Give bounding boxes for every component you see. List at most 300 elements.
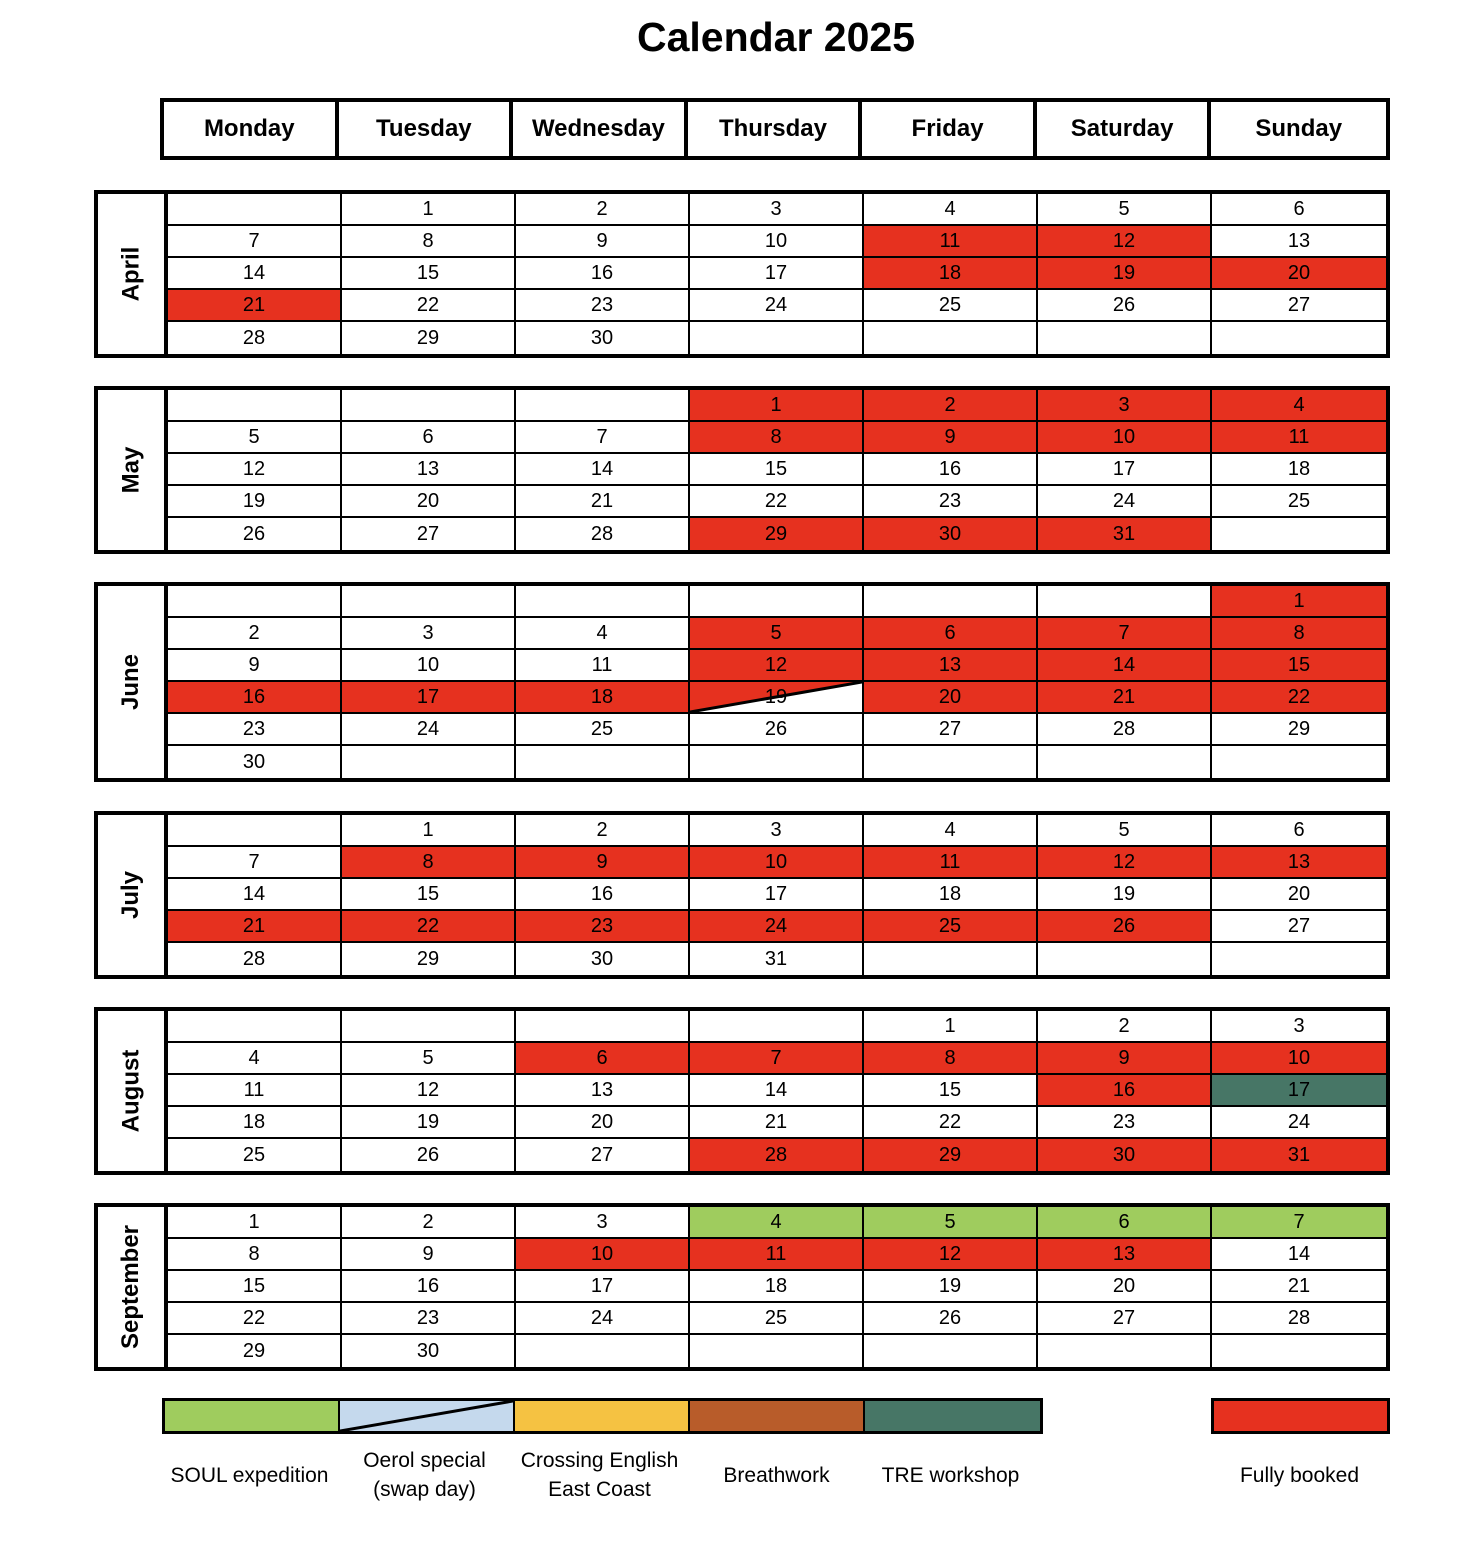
day-cell — [516, 1271, 690, 1303]
day-cell — [690, 1271, 864, 1303]
day-cell — [690, 194, 864, 226]
day-number: 14 — [242, 882, 266, 905]
day-cell — [1212, 847, 1386, 879]
day-cell — [342, 879, 516, 911]
day-number: 26 — [764, 717, 788, 740]
day-number: 22 — [242, 1306, 266, 1329]
day-cell — [516, 815, 690, 847]
day-number: 24 — [764, 293, 788, 316]
day-cell — [342, 1075, 516, 1107]
day-number: 18 — [938, 882, 962, 905]
day-number: 23 — [590, 293, 614, 316]
day-number: 19 — [242, 489, 266, 512]
day-number: 17 — [764, 882, 788, 905]
day-number: 22 — [416, 914, 440, 937]
day-cell — [690, 1075, 864, 1107]
day-cell — [342, 650, 516, 682]
legend-label-fully-booked: Fully booked — [1239, 1463, 1360, 1487]
empty-cell — [168, 194, 342, 226]
day-cell — [690, 518, 864, 550]
empty-cell — [690, 1335, 864, 1367]
day-number: 28 — [1287, 1306, 1311, 1329]
empty-cell — [516, 1011, 690, 1043]
day-number: 6 — [422, 425, 434, 448]
day-cell — [1038, 1075, 1212, 1107]
day-number: 7 — [248, 229, 260, 252]
day-number: 3 — [422, 621, 434, 644]
day-cell — [864, 1107, 1038, 1139]
day-number: 29 — [416, 947, 440, 970]
day-number: 10 — [1287, 1046, 1311, 1069]
day-number: 3 — [596, 1210, 608, 1233]
day-cell — [1212, 650, 1386, 682]
day-number: 24 — [416, 717, 440, 740]
day-number: 28 — [1112, 717, 1136, 740]
day-cell — [168, 1139, 342, 1171]
day-number: 17 — [416, 685, 440, 708]
empty-cell — [864, 746, 1038, 778]
empty-cell — [168, 815, 342, 847]
day-cell — [168, 746, 342, 778]
month-block-may — [94, 386, 1390, 554]
day-cell — [1038, 1303, 1212, 1335]
day-cell — [516, 194, 690, 226]
day-cell — [690, 1239, 864, 1271]
day-number: 31 — [1287, 1143, 1311, 1166]
day-number: 3 — [1293, 1014, 1305, 1037]
weekday-tuesday: Tuesday — [339, 102, 514, 156]
empty-cell — [342, 390, 516, 422]
day-cell — [342, 290, 516, 322]
day-cell — [516, 618, 690, 650]
day-cell — [342, 454, 516, 486]
day-number: 7 — [596, 425, 608, 448]
day-cell — [1212, 1303, 1386, 1335]
empty-cell — [1038, 322, 1212, 354]
day-number: 14 — [1287, 1242, 1311, 1265]
day-number: 4 — [248, 1046, 260, 1069]
weekday-monday: Monday — [164, 102, 339, 156]
day-cell — [516, 650, 690, 682]
day-number: 10 — [764, 850, 788, 873]
day-cell — [1038, 454, 1212, 486]
day-number: 22 — [938, 1110, 962, 1133]
day-number: 30 — [938, 522, 962, 545]
day-number: 25 — [764, 1306, 788, 1329]
day-number: 17 — [590, 1274, 614, 1297]
day-cell — [690, 847, 864, 879]
day-number: 27 — [1287, 293, 1311, 316]
legend-label-oerol: Oerol special (swap day) — [363, 1449, 486, 1501]
day-number: 25 — [938, 293, 962, 316]
day-cell — [1212, 815, 1386, 847]
day-number: 16 — [938, 457, 962, 480]
day-cell — [690, 422, 864, 454]
day-number: 4 — [596, 621, 608, 644]
empty-cell — [690, 746, 864, 778]
day-number: 21 — [590, 489, 614, 512]
day-number: 11 — [765, 1242, 787, 1265]
day-number: 3 — [770, 197, 782, 220]
day-number: 23 — [938, 489, 962, 512]
month-grid — [168, 815, 1386, 975]
day-cell — [1038, 1011, 1212, 1043]
day-number: 14 — [590, 457, 614, 480]
day-number: 1 — [422, 197, 434, 220]
day-number: 10 — [590, 1242, 614, 1265]
day-number: 5 — [1118, 818, 1130, 841]
day-number: 1 — [770, 393, 782, 416]
day-number: 10 — [764, 229, 788, 252]
day-cell — [864, 1207, 1038, 1239]
day-cell — [168, 1075, 342, 1107]
legend-swatch-fully-booked — [1211, 1398, 1390, 1434]
day-number: 21 — [1112, 685, 1136, 708]
day-number: 27 — [938, 717, 962, 740]
day-number: 17 — [1287, 1078, 1311, 1101]
day-cell — [1038, 911, 1212, 943]
day-cell — [1212, 714, 1386, 746]
month-block-april — [94, 190, 1390, 358]
month-grid — [168, 586, 1386, 778]
day-cell — [690, 390, 864, 422]
day-cell — [168, 322, 342, 354]
empty-cell — [342, 746, 516, 778]
day-number: 5 — [248, 425, 260, 448]
day-number: 12 — [764, 653, 788, 676]
empty-cell — [864, 1335, 1038, 1367]
day-number: 24 — [590, 1306, 614, 1329]
month-name: June — [116, 653, 144, 711]
empty-cell — [690, 322, 864, 354]
day-cell — [864, 226, 1038, 258]
weekday-friday: Friday — [862, 102, 1037, 156]
day-number: 1 — [944, 1014, 956, 1037]
day-number: 13 — [1287, 229, 1311, 252]
day-number: 30 — [590, 326, 614, 349]
legend-swatch-tre — [865, 1401, 1040, 1431]
day-cell — [1038, 1271, 1212, 1303]
day-number: 25 — [242, 1143, 266, 1166]
day-number: 9 — [596, 850, 608, 873]
day-cell — [690, 682, 864, 714]
day-number: 6 — [944, 621, 956, 644]
day-cell — [516, 518, 690, 550]
day-cell — [690, 1043, 864, 1075]
day-number: 20 — [590, 1110, 614, 1133]
day-number: 19 — [938, 1274, 962, 1297]
weekday-wednesday: Wednesday — [513, 102, 688, 156]
day-cell — [168, 290, 342, 322]
day-cell — [864, 911, 1038, 943]
day-number: 11 — [591, 653, 613, 676]
day-cell — [516, 1207, 690, 1239]
month-label — [98, 194, 168, 354]
day-number: 16 — [590, 882, 614, 905]
empty-cell — [168, 390, 342, 422]
empty-cell — [690, 586, 864, 618]
day-cell — [690, 1207, 864, 1239]
day-number: 27 — [416, 522, 440, 545]
day-cell — [1212, 486, 1386, 518]
day-cell — [342, 1303, 516, 1335]
day-number: 29 — [1287, 717, 1311, 740]
day-cell — [690, 1139, 864, 1171]
day-number: 18 — [1287, 457, 1311, 480]
day-number: 16 — [590, 261, 614, 284]
day-cell — [1212, 226, 1386, 258]
day-cell — [1212, 879, 1386, 911]
day-cell — [864, 258, 1038, 290]
day-number: 22 — [416, 293, 440, 316]
day-cell — [1038, 815, 1212, 847]
day-number: 28 — [242, 947, 266, 970]
day-cell — [516, 1075, 690, 1107]
day-number: 20 — [938, 685, 962, 708]
day-number: 8 — [770, 425, 782, 448]
day-cell — [342, 1335, 516, 1367]
day-number: 3 — [1118, 393, 1130, 416]
empty-cell — [342, 1011, 516, 1043]
day-cell — [864, 1271, 1038, 1303]
day-number: 20 — [1287, 882, 1311, 905]
day-number: 21 — [242, 914, 266, 937]
day-cell — [1212, 682, 1386, 714]
weekday-sunday: Sunday — [1255, 115, 1343, 142]
day-cell — [864, 847, 1038, 879]
day-number: 4 — [770, 1210, 782, 1233]
day-cell — [864, 518, 1038, 550]
empty-cell — [516, 390, 690, 422]
weekday-saturday: Saturday — [1037, 102, 1212, 156]
day-cell — [342, 486, 516, 518]
month-grid — [168, 1207, 1386, 1367]
day-cell — [168, 258, 342, 290]
day-cell — [168, 1303, 342, 1335]
empty-cell — [342, 586, 516, 618]
empty-cell — [1212, 1335, 1386, 1367]
day-number: 16 — [416, 1274, 440, 1297]
day-number: 26 — [1112, 914, 1136, 937]
day-cell — [1038, 714, 1212, 746]
day-cell — [1038, 258, 1212, 290]
day-cell — [690, 911, 864, 943]
day-cell — [1038, 226, 1212, 258]
day-number: 5 — [944, 1210, 956, 1233]
month-name: September — [117, 1224, 145, 1350]
day-cell — [864, 454, 1038, 486]
day-number: 11 — [243, 1078, 265, 1101]
day-cell — [516, 1239, 690, 1271]
empty-cell — [168, 1011, 342, 1043]
day-number: 17 — [1112, 457, 1136, 480]
day-cell — [516, 682, 690, 714]
day-cell — [1212, 911, 1386, 943]
day-number: 6 — [1293, 197, 1305, 220]
day-cell — [342, 194, 516, 226]
page-title: Calendar 2025 — [636, 14, 916, 60]
day-number: 3 — [770, 818, 782, 841]
day-number: 11 — [939, 850, 961, 873]
day-cell — [690, 1303, 864, 1335]
empty-cell — [864, 943, 1038, 975]
day-cell — [168, 911, 342, 943]
legend-swatch-crossing — [515, 1401, 690, 1431]
day-cell — [1038, 486, 1212, 518]
day-cell — [168, 879, 342, 911]
day-cell — [864, 194, 1038, 226]
day-number: 26 — [1112, 293, 1136, 316]
day-number: 2 — [422, 1210, 434, 1233]
day-cell — [690, 714, 864, 746]
day-cell — [342, 1239, 516, 1271]
month-name: April — [116, 246, 144, 302]
day-cell — [1212, 618, 1386, 650]
day-number: 19 — [1112, 882, 1136, 905]
month-block-july — [94, 811, 1390, 979]
day-cell — [864, 618, 1038, 650]
day-number: 24 — [764, 914, 788, 937]
day-cell — [864, 815, 1038, 847]
day-number: 4 — [944, 818, 956, 841]
empty-cell — [864, 322, 1038, 354]
day-number: 23 — [242, 717, 266, 740]
day-cell — [168, 422, 342, 454]
day-cell — [516, 322, 690, 354]
day-number: 27 — [590, 1143, 614, 1166]
day-cell — [864, 650, 1038, 682]
day-number: 27 — [1287, 914, 1311, 937]
day-number: 18 — [242, 1110, 266, 1133]
day-number: 26 — [242, 522, 266, 545]
day-number: 8 — [422, 850, 434, 873]
day-cell — [168, 943, 342, 975]
day-cell — [690, 226, 864, 258]
day-number: 23 — [416, 1306, 440, 1329]
day-cell — [864, 1303, 1038, 1335]
month-label — [98, 1207, 168, 1367]
month-label — [98, 815, 168, 975]
day-cell — [168, 1207, 342, 1239]
day-number: 24 — [1287, 1110, 1311, 1133]
day-number: 15 — [416, 261, 440, 284]
day-cell — [516, 847, 690, 879]
day-cell — [168, 714, 342, 746]
month-name: August — [117, 1049, 144, 1133]
day-number: 5 — [422, 1046, 434, 1069]
empty-cell — [516, 1335, 690, 1367]
day-number: 5 — [770, 621, 782, 644]
legend-swatch-breathwork — [690, 1401, 865, 1431]
day-cell — [1212, 1271, 1386, 1303]
day-cell — [1212, 194, 1386, 226]
empty-cell — [1038, 1335, 1212, 1367]
day-cell — [1038, 518, 1212, 550]
day-cell — [1038, 650, 1212, 682]
day-number: 13 — [1112, 1242, 1136, 1265]
day-cell — [690, 454, 864, 486]
day-number: 8 — [944, 1046, 956, 1069]
day-number: 30 — [416, 1339, 440, 1362]
day-number: 28 — [590, 522, 614, 545]
day-cell — [342, 815, 516, 847]
day-cell — [1212, 422, 1386, 454]
day-cell — [1038, 422, 1212, 454]
day-number: 9 — [596, 229, 608, 252]
day-number: 19 — [764, 685, 788, 708]
day-number: 2 — [596, 818, 608, 841]
legend-swatch-soul — [165, 1401, 340, 1431]
day-number: 8 — [1293, 621, 1305, 644]
day-cell — [864, 486, 1038, 518]
empty-cell — [690, 1011, 864, 1043]
day-cell — [342, 518, 516, 550]
month-grid — [168, 1011, 1386, 1171]
day-cell — [690, 1107, 864, 1139]
day-number: 15 — [938, 1078, 962, 1101]
day-number: 15 — [242, 1274, 266, 1297]
day-number: 2 — [1118, 1014, 1130, 1037]
day-number: 15 — [416, 882, 440, 905]
day-number: 4 — [1293, 393, 1305, 416]
day-cell — [168, 518, 342, 550]
month-label — [98, 390, 168, 550]
day-cell — [342, 1207, 516, 1239]
day-number: 4 — [944, 197, 956, 220]
day-number: 13 — [416, 457, 440, 480]
day-cell — [342, 1043, 516, 1075]
legend-label-breathwork: Breathwork — [723, 1463, 830, 1487]
empty-cell — [1212, 518, 1386, 550]
day-cell — [690, 258, 864, 290]
day-number: 29 — [242, 1339, 266, 1362]
day-number: 10 — [416, 653, 440, 676]
day-cell — [342, 422, 516, 454]
day-cell — [342, 1107, 516, 1139]
day-number: 1 — [1293, 589, 1305, 612]
day-cell — [342, 943, 516, 975]
day-number: 29 — [938, 1143, 962, 1166]
legend-label-crossing: Crossing English East Coast — [520, 1449, 679, 1501]
day-cell — [516, 422, 690, 454]
day-number: 1 — [248, 1210, 260, 1233]
day-cell — [168, 1271, 342, 1303]
day-cell — [864, 1011, 1038, 1043]
day-cell — [342, 714, 516, 746]
day-number: 15 — [764, 457, 788, 480]
day-cell — [1038, 682, 1212, 714]
day-cell — [168, 486, 342, 518]
day-cell — [342, 258, 516, 290]
day-cell — [1038, 879, 1212, 911]
day-cell — [1212, 1239, 1386, 1271]
day-number: 13 — [1287, 850, 1311, 873]
day-cell — [516, 943, 690, 975]
day-number: 12 — [416, 1078, 440, 1101]
day-cell — [1038, 847, 1212, 879]
empty-cell — [516, 746, 690, 778]
day-cell — [864, 879, 1038, 911]
day-number: 28 — [764, 1143, 788, 1166]
day-cell — [342, 618, 516, 650]
empty-cell — [1038, 943, 1212, 975]
day-number: 6 — [596, 1046, 608, 1069]
day-cell — [1212, 1043, 1386, 1075]
day-cell — [342, 226, 516, 258]
day-cell — [864, 714, 1038, 746]
day-number: 30 — [242, 750, 266, 773]
day-number: 7 — [248, 850, 260, 873]
